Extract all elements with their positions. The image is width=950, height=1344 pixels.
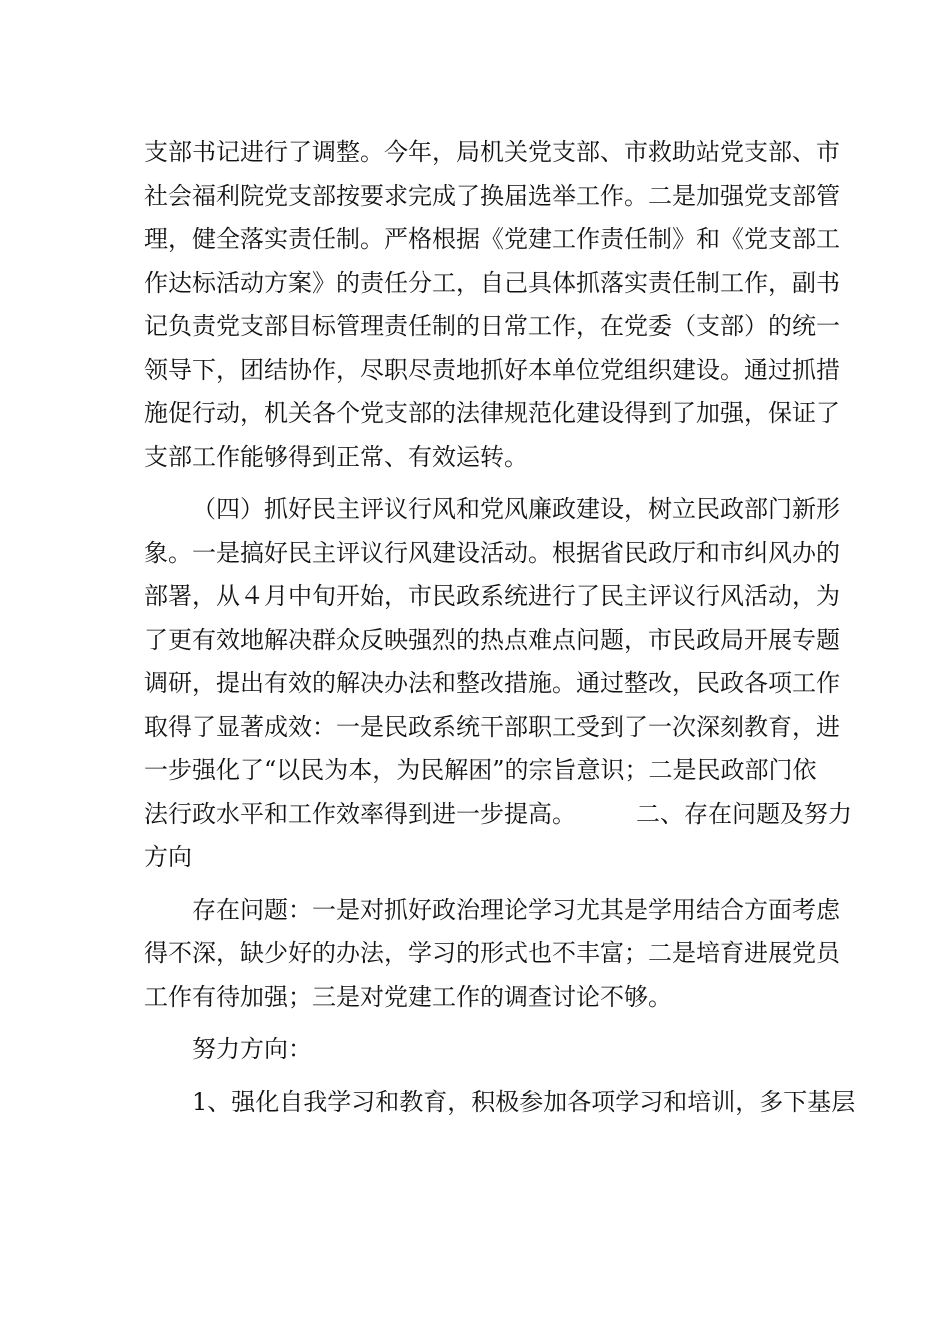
- text-line: 施促行动，机关各个党支部的法律规范化建设得到了加强，保证了: [144, 399, 840, 427]
- text-line: 领导下，团结协作，尽职尽责地抓好本单位党组织建设。通过抓措: [144, 355, 840, 384]
- text-line: 1、强化自我学习和教育，积极参加各项学习和培训，多下基层: [192, 1087, 856, 1116]
- text-line: 支部书记进行了调整。今年，局机关党支部、市救助站党支部、市: [144, 138, 840, 166]
- text-line: 调研，提出有效的解决办法和整改措施。通过整改，民政各项工作: [144, 669, 840, 697]
- text-line: 方向: [144, 843, 192, 871]
- text-line: 记负责党支部目标管理责任制的日常工作，在党委（支部）的统一: [144, 312, 840, 340]
- paragraph: [144, 1028, 814, 1072]
- text-line: 了更有效地解决群众反映强烈的热点难点问题，市民政局开展专题: [144, 625, 840, 654]
- paragraph: [144, 889, 840, 1020]
- text-line: 作达标活动方案》的责任分工，自己具体抓落实责任制工作，副书: [144, 268, 840, 297]
- text-line: 得不深，缺少好的办法，学习的形式也不丰富；二是培育进展党员: [144, 939, 840, 967]
- text-line: 社会福利院党支部按要求完成了换届选举工作。二是加强党支部管: [144, 181, 840, 210]
- text-line: 法行政水平和工作效率得到进一步提高。 二、存在问题及努力: [144, 799, 852, 828]
- text-line: 支部工作能够得到正常、有效运转。: [144, 442, 528, 471]
- text-line: 理，健全落实责任制。严格根据《党建工作责任制》和《党支部工: [144, 225, 840, 253]
- text-line: 工作有待加强；三是对党建工作的调查讨论不够。: [144, 982, 672, 1011]
- paragraph: [144, 1081, 856, 1125]
- text-line: 部署，从４月中旬开始，市民政系统进行了民主评议行风活动，为: [144, 582, 840, 610]
- paragraph: [144, 131, 840, 479]
- text-line: 存在问题：一是对抓好政治理论学习尤其是学用结合方面考虑: [192, 895, 840, 924]
- text-line: 取得了显著成效：一是民政系统干部职工受到了一次深刻教育，进: [144, 712, 840, 741]
- text-line: 努力方向：: [192, 1035, 312, 1063]
- text-line: 象。一是搞好民主评议行风建设活动。根据省民政厅和市纠风办的: [144, 538, 840, 567]
- text-line: 一步强化了“以民为本，为民解困”的宗旨意识；二是民政部门依: [144, 756, 817, 784]
- document-body: [144, 131, 856, 1124]
- text-line: （四）抓好民主评议行风和党风廉政建设，树立民政部门新形: [192, 495, 840, 523]
- paragraph: [144, 488, 852, 880]
